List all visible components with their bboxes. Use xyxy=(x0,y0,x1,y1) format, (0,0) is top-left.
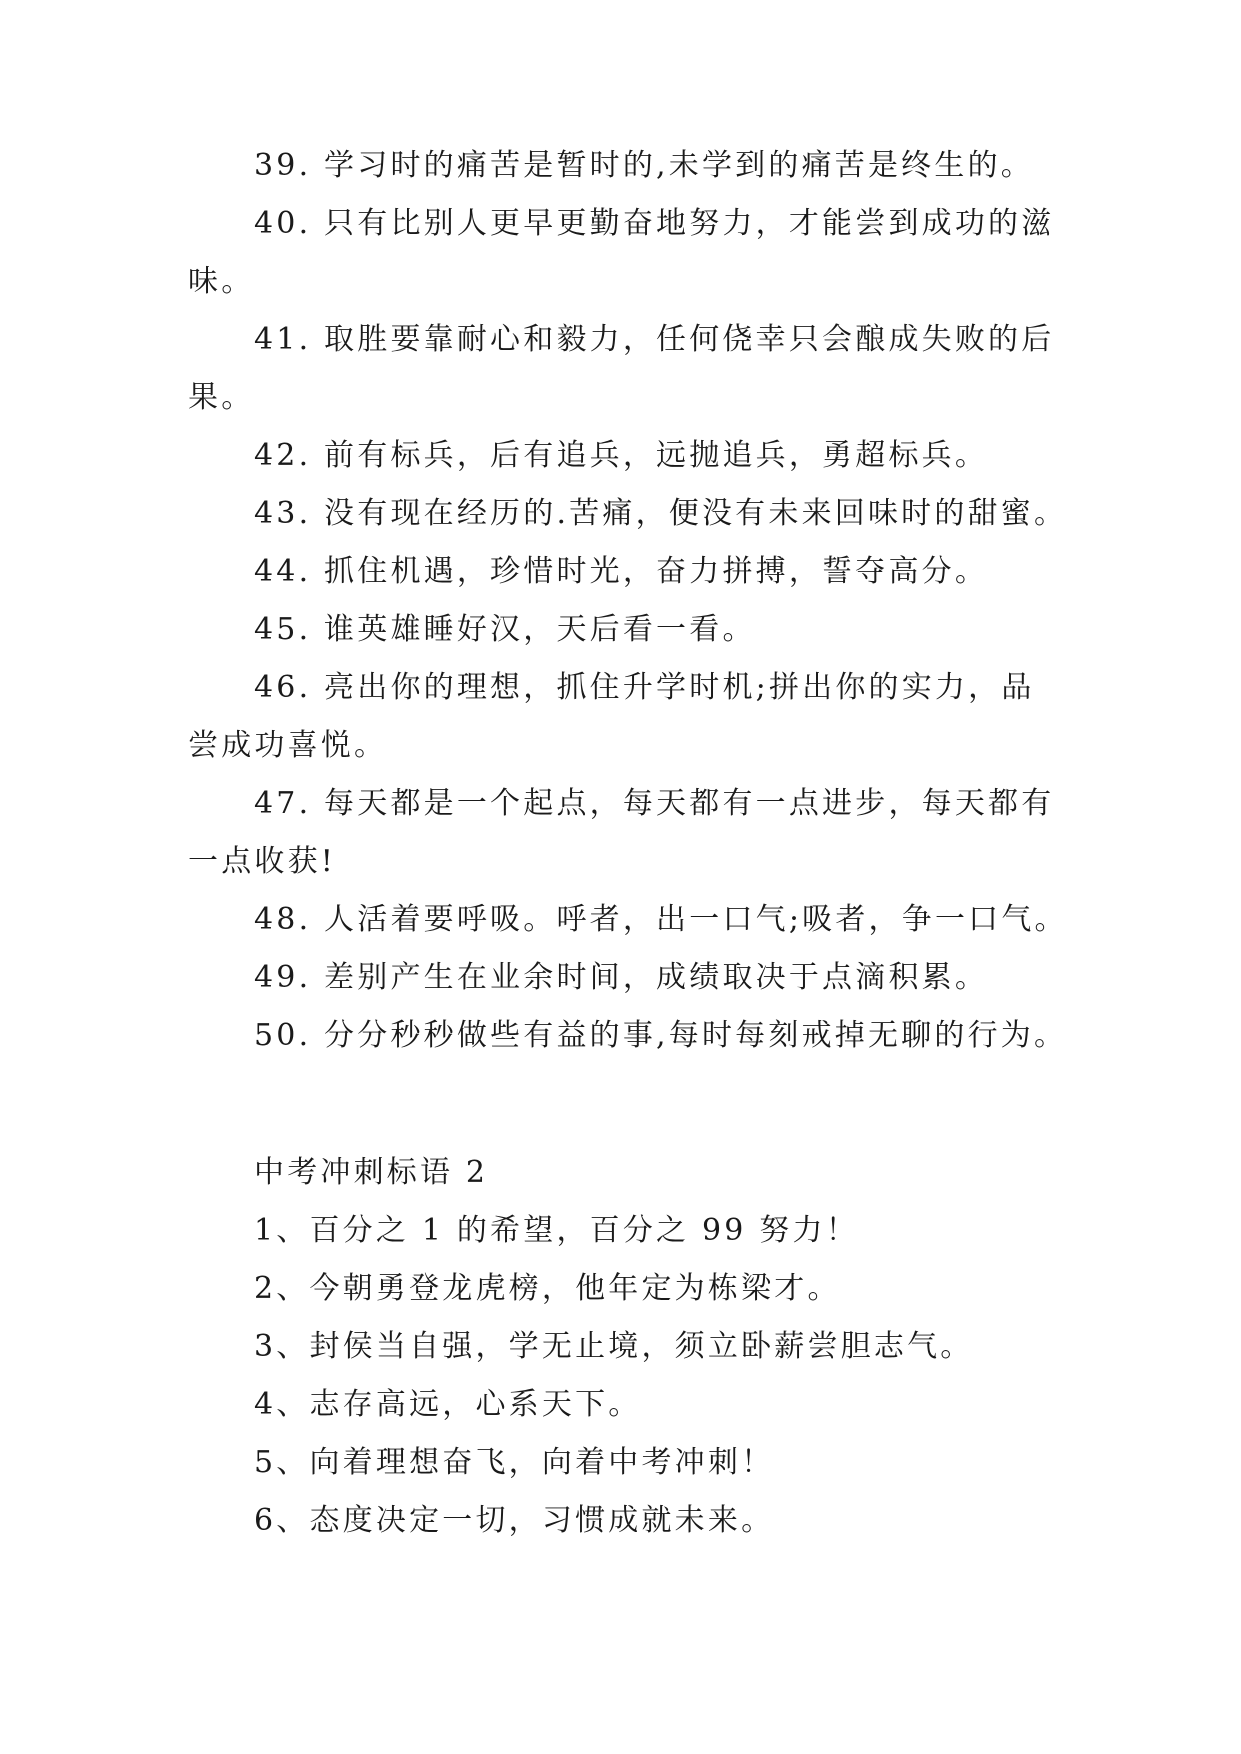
list-item: 50. 分分秒秒做些有益的事,每时每刻戒掉无聊的行为。 xyxy=(254,1018,1068,1053)
list-item: 45. 谁英雄睡好汉，天后看一看。 xyxy=(254,612,756,647)
list-item: 40. 只有比别人更早更勤奋地努力，才能尝到成功的滋味。 xyxy=(188,206,1055,299)
section-title: 中考冲刺标语 2 xyxy=(254,1155,489,1190)
list-item: 5、向着理想奋飞，向着中考冲刺！ xyxy=(254,1445,775,1480)
list-item: 46. 亮出你的理想，抓住升学时机;拼出你的实力，品尝成功喜悦。 xyxy=(188,670,1035,763)
list-item: 1、百分之 1 的希望，百分之 99 努力！ xyxy=(254,1213,859,1248)
list-item: 42. 前有标兵，后有追兵，远抛追兵，勇超标兵。 xyxy=(254,438,989,473)
list-item: 4、志存高远，心系天下。 xyxy=(254,1387,642,1422)
list-item: 48. 人活着要呼吸。呼者，出一口气;吸者，争一口气。 xyxy=(254,902,1068,937)
list-item: 44. 抓住机遇，珍惜时光，奋力拼搏，誓夺高分。 xyxy=(254,554,989,589)
slogan-list-part1 xyxy=(188,137,1068,1065)
list-item: 2、今朝勇登龙虎榜，他年定为栋梁才。 xyxy=(254,1271,841,1306)
list-item: 41. 取胜要靠耐心和毅力，任何侥幸只会酿成失败的后果。 xyxy=(188,322,1055,415)
list-item: 49. 差别产生在业余时间，成绩取决于点滴积累。 xyxy=(254,960,989,995)
list-item: 39. 学习时的痛苦是暂时的,未学到的痛苦是终生的。 xyxy=(254,148,1034,183)
slogan-section-2 xyxy=(188,1144,1056,1550)
list-item: 47. 每天都是一个起点，每天都有一点进步，每天都有一点收获! xyxy=(188,786,1055,879)
list-item: 43. 没有现在经历的.苦痛，便没有未来回味时的甜蜜。 xyxy=(254,496,1068,531)
list-item: 3、封侯当自强，学无止境，须立卧薪尝胆志气。 xyxy=(254,1329,974,1364)
list-item: 6、态度决定一切，习惯成就未来。 xyxy=(254,1503,775,1538)
